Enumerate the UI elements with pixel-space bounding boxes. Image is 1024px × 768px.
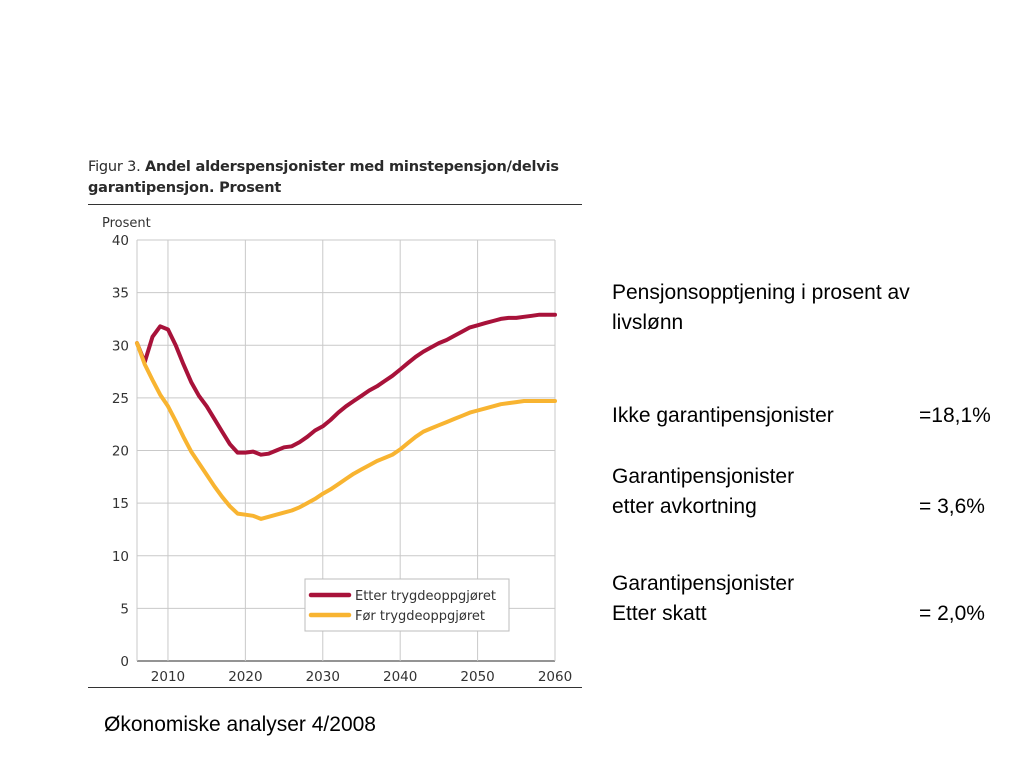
notes-heading	[612, 278, 910, 338]
y-tick-label: 40	[111, 233, 129, 249]
figure-label: Figur 3.	[88, 159, 141, 175]
row3-label-line2: Etter skatt	[612, 602, 707, 625]
bottom-rule	[88, 687, 582, 688]
row2-value: = 3,6%	[919, 495, 985, 518]
figure-title-line2: garantipensjon. Prosent	[88, 180, 282, 196]
row1-label: Ikke garantipensjonister	[612, 404, 834, 427]
notes-heading-line1: Pensjonsopptjening i prosent av	[612, 281, 910, 304]
y-axis-label: Prosent	[102, 216, 151, 231]
source-citation: Økonomiske analyser 4/2008	[104, 713, 376, 736]
y-tick-label: 35	[111, 285, 129, 302]
row3-value: = 2,0%	[919, 602, 985, 625]
row2-label-line1: Garantipensjonister	[612, 465, 795, 488]
y-tick-label: 5	[120, 601, 129, 618]
x-tick-label: 2050	[460, 669, 495, 685]
x-tick-label: 2060	[537, 669, 573, 685]
x-tick-labels	[151, 669, 572, 685]
row1-value: =18,1%	[919, 404, 991, 427]
row3-label	[612, 569, 794, 629]
x-tick-label: 2020	[228, 669, 263, 685]
figure-title-line1: Andel alderspensjonister med minstepensjon/delvis	[144, 159, 559, 175]
row2-label-line2: etter avkortning	[612, 495, 757, 518]
x-tick-label: 2040	[383, 669, 418, 685]
line-chart	[88, 205, 584, 689]
x-tick-label: 2030	[305, 669, 340, 685]
y-tick-label: 25	[111, 390, 129, 407]
y-tick-label: 0	[120, 654, 129, 670]
y-tick-label: 20	[111, 443, 129, 460]
legend-label-2: Før trygdeoppgjøret	[355, 609, 485, 624]
row3-label-line1: Garantipensjonister	[612, 572, 795, 595]
notes-heading-line2: livslønn	[612, 311, 684, 334]
y-tick-labels	[112, 233, 129, 670]
y-tick-label: 30	[111, 338, 129, 355]
y-tick-label: 10	[111, 548, 129, 565]
figure-title	[88, 157, 588, 199]
y-tick-label: 15	[111, 496, 129, 513]
row2-label	[612, 462, 794, 522]
legend-label-1: Etter trygdeoppgjøret	[355, 589, 496, 604]
x-tick-label: 2010	[150, 669, 186, 685]
legend	[305, 579, 509, 631]
